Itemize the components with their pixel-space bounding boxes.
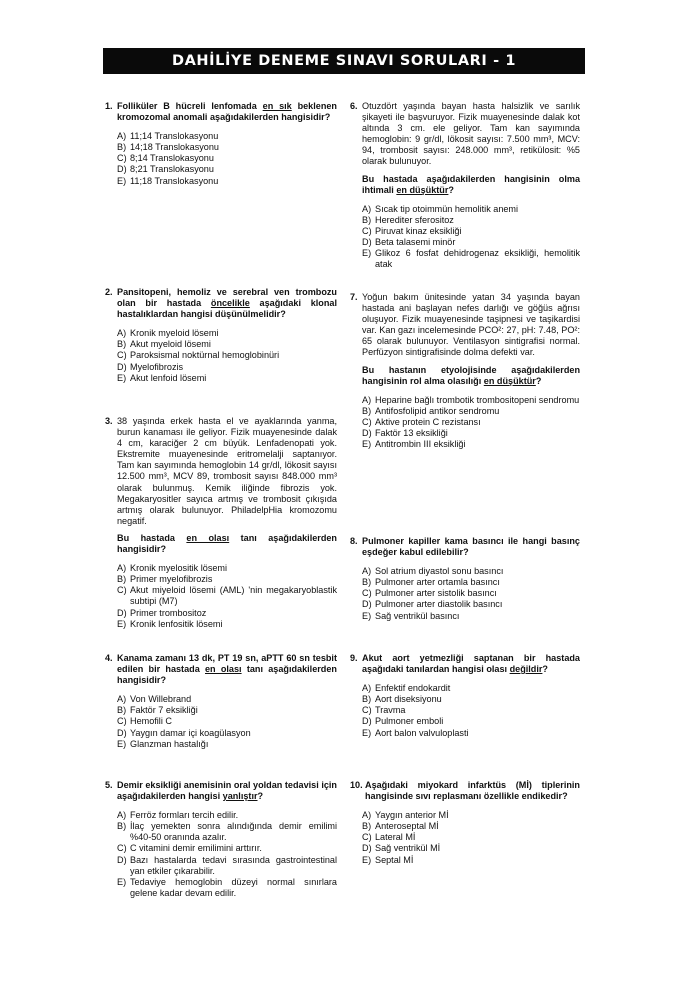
option-c[interactable]: C) C vitamini demir emilimini arttırır.	[117, 843, 262, 854]
question-1	[105, 101, 337, 187]
option-b[interactable]: B) Antifosfolipid antikor sendromu	[362, 405, 500, 416]
option-b[interactable]: B) Herediter sferositoz	[362, 214, 454, 225]
option-list	[117, 131, 337, 186]
option-list	[362, 566, 580, 621]
option-d[interactable]: D) Primer trombositoz	[117, 607, 207, 618]
question-stem	[105, 287, 337, 320]
option-list	[362, 810, 580, 865]
option-b[interactable]: B) Faktör 7 eksikliği	[117, 705, 198, 716]
option-d[interactable]: D) Pulmoner arter diastolik basıncı	[362, 599, 503, 610]
option-b[interactable]: B) 14;18 Translokasyonu	[117, 142, 219, 153]
case-text: Otuzdört yaşında bayan hasta halsizlik ve sarılık şikayeti ile başvuruyor. Fizik muayenesinde dalak kot altında 3 cm. ele geliyor. Tam kan sayımında hemoglobin: 9 gr/dl, lökosit sayısı: 7.500 mm³, MCV: 94, trombosit sayısı: 248.000 mm³, retikülosit: %5 olarak bulunuyor.	[362, 101, 580, 167]
option-e[interactable]: E) Aort balon valvuloplasti	[362, 727, 469, 738]
option-d[interactable]: D) Myelofibrozis	[117, 361, 184, 372]
option-a[interactable]: A) Ferröz formları tercih edilir.	[117, 810, 239, 821]
option-e[interactable]: E) Antitrombin III eksikliği	[362, 439, 466, 450]
option-c[interactable]: C) Travma	[362, 705, 406, 716]
question-text: Folliküler B hücreli lenfomada en sık beklenen kromozomal anomali aşağıdakilerden hangisidir?	[117, 101, 337, 123]
question-stem	[350, 653, 580, 675]
question-8	[350, 536, 580, 622]
question-stem	[350, 780, 580, 802]
question-number: 9.	[350, 653, 358, 663]
question-text: Pulmoner kapiller kama basıncı ile hangi basınç eşdeğer kabul edilebilir?	[362, 536, 580, 558]
question-number: 3.	[105, 416, 113, 426]
option-b[interactable]: B) Anteroseptal Mİ	[362, 821, 439, 832]
option-e[interactable]: E) Sağ ventrikül basıncı	[362, 610, 460, 621]
question-text: Bu hastada en olası tanı aşağıdakilerden hangisidir?	[117, 532, 337, 555]
option-a[interactable]: A) Sol atrium diyastol sonu basıncı	[362, 566, 504, 577]
question-text: Aşağıdaki miyokard infarktüs (Mİ) tiplerinin hangisinde sıvı replasmanı özellikle endikedir?	[365, 780, 580, 802]
option-c[interactable]: C) Akut miyeloid lösemi (AML) 'nin megakaryoblastik subtipi (M7)	[117, 585, 337, 607]
question-9	[350, 653, 580, 739]
question-2	[105, 287, 337, 384]
option-e[interactable]: E) Kronik lenfositik lösemi	[117, 618, 223, 629]
question-stem	[105, 653, 337, 686]
case-text: 38 yaşında erkek hasta el ve ayaklarında yanma, burun kanaması ile geliyor. Fizik muayenesinde dalak 4 cm, karaciğer 2 cm büyük. Lenfadenopati yok. Ekstremite muayenesinde eritromelalji saptanıyor. Tam kan sayımında hemoglobin 14 gr/dl, lökosit sayısı 12.500 mm³, MCV 89, trombosit sayısı 848.000 mm³ olarak bulunmuş. Kemik iliğinde fibrozis yok. Megakaryositler sayıca artmış ve trombosit çıkışıda artmış olarak bulunuyor. PhiladelpHia kromozomu negatif.	[117, 416, 337, 526]
question-text: Pansitopeni, hemoliz ve serebral ven trombozu olan bir hastada öncelikle aşağıdaki klonal hastalıklardan hangisi düşünülmelidir?	[117, 287, 338, 320]
option-list	[362, 395, 580, 450]
option-a[interactable]: A) Enfektif endokardit	[362, 683, 451, 694]
question-number: 6.	[350, 101, 358, 111]
option-c[interactable]: C) Hemofili C	[117, 716, 172, 727]
question-3	[105, 416, 337, 630]
option-list	[117, 328, 337, 383]
question-text: Bu hastanın etyolojisinde aşağıdakilerden hangisinin rol alma olasılığı en düşüktür?	[362, 364, 580, 386]
question-stem	[105, 416, 337, 527]
question-text: Kanama zamanı 13 dk, PT 19 sn, aPTT 60 sn tesbit edilen bir hastada en olası tanı aşağıdakilerden hangisidir?	[117, 653, 337, 686]
question-number: 8.	[350, 536, 358, 546]
option-d[interactable]: D) Beta talasemi minör	[362, 237, 456, 248]
option-a[interactable]: A) Von Willebrand	[117, 694, 192, 705]
question-stem	[350, 536, 580, 558]
option-a[interactable]: A) Kronik myeloid lösemi	[117, 328, 219, 339]
question-number: 4.	[105, 653, 113, 663]
question-5	[105, 780, 337, 899]
question-number: 7.	[350, 292, 358, 302]
option-a[interactable]: A) Yaygın anterior Mİ	[362, 810, 449, 821]
option-d[interactable]: D) Sağ ventrikül Mİ	[362, 843, 441, 854]
option-list	[117, 694, 337, 749]
option-c[interactable]: C) Aktive protein C rezistansı	[362, 416, 481, 427]
question-10	[350, 780, 580, 866]
option-c[interactable]: C) Piruvat kinaz eksikliği	[362, 225, 462, 236]
question-stem	[105, 780, 337, 802]
question-6	[350, 101, 580, 270]
question-number: 1.	[105, 101, 113, 111]
option-c[interactable]: C) 8;14 Translokasyonu	[117, 153, 214, 164]
option-b[interactable]: B) İlaç yemekten sonra alındığında demir emilimi %40-50 oranında azalır.	[117, 821, 337, 843]
option-c[interactable]: C) Pulmoner arter sistolik basıncı	[362, 588, 497, 599]
question-stem	[105, 101, 337, 123]
option-list	[117, 563, 337, 630]
question-text: Demir eksikliği anemisinin oral yoldan tedavisi için aşağıdakilerden hangisi yanlıştır?	[117, 780, 337, 802]
option-e[interactable]: E) Akut lenfoid lösemi	[117, 372, 207, 383]
option-e[interactable]: E) Glanzman hastalığı	[117, 738, 209, 749]
option-c[interactable]: C) Paroksismal noktürnal hemoglobinüri	[117, 350, 280, 361]
option-e[interactable]: E) Tedaviye hemoglobin düzeyi normal sınırlara gelene kadar devam edilir.	[117, 876, 337, 898]
option-list	[362, 204, 580, 271]
option-d[interactable]: D) Pulmoner emboli	[362, 716, 444, 727]
option-a[interactable]: A) 11;14 Translokasyonu	[117, 131, 219, 142]
question-4	[105, 653, 337, 750]
option-d[interactable]: D) 8;21 Translokasyonu	[117, 164, 214, 175]
option-d[interactable]: D) Bazı hastalarda tedavi sırasında gastrointestinal yan etkiler çıkarabilir.	[117, 854, 337, 876]
question-text: Bu hastada aşağıdakilerden hangisinin olma ihtimali en düşüktür?	[362, 173, 580, 195]
option-list	[117, 810, 337, 899]
option-e[interactable]: E) Glikoz 6 fosfat dehidrogenaz eksikliği, hemolitik atak	[362, 248, 580, 270]
question-stem	[350, 292, 580, 359]
option-b[interactable]: B) Primer myelofibrozis	[117, 574, 213, 585]
option-a[interactable]: A) Sıcak tip otoimmün hemolitik anemi	[362, 203, 519, 214]
question-number: 2.	[105, 287, 113, 297]
option-a[interactable]: A) Kronik myelositik lösemi	[117, 563, 228, 574]
case-text: Yoğun bakım ünitesinde yatan 34 yaşında bayan hastada ani başlayan nefes darlığı ve göğüs ağrısı oluşuyor. Fizik muayenesinde taşipnesi ve taşikardisi var. Kan gazı incelemesinde PCO²: 27, pH: 7.48, PO²: 65 olarak bulunuyor. Ventilasyon sintigrafisi normal. Perfüzyon sintigrafisinde dolma defekti var.	[362, 292, 580, 358]
option-e[interactable]: E) 11;18 Translokasyonu	[117, 175, 219, 186]
option-e[interactable]: E) Septal Mİ	[362, 854, 414, 865]
option-a[interactable]: A) Heparine bağlı trombotik trombositopeni sendromu	[362, 394, 580, 405]
question-number: 5.	[105, 780, 113, 790]
option-c[interactable]: C) Lateral Mİ	[362, 832, 416, 843]
question-stem	[350, 101, 580, 168]
option-b[interactable]: B) Akut myeloid lösemi	[117, 339, 211, 350]
question-number: 10.	[350, 780, 363, 790]
exam-title-banner: DAHİLİYE DENEME SINAVI SORULARI - 1	[103, 48, 585, 74]
question-text: Akut aort yetmezliği saptanan bir hastada aşağıdaki tanılardan hangisi olası değildir?	[362, 653, 580, 675]
option-b[interactable]: B) Aort diseksiyonu	[362, 694, 442, 705]
option-b[interactable]: B) Pulmoner arter ortamla basıncı	[362, 577, 500, 588]
option-d[interactable]: D) Yaygın damar içi koagülasyon	[117, 727, 251, 738]
option-list	[362, 683, 580, 738]
option-d[interactable]: D) Faktör 13 eksikliği	[362, 428, 448, 439]
question-7	[350, 292, 580, 450]
